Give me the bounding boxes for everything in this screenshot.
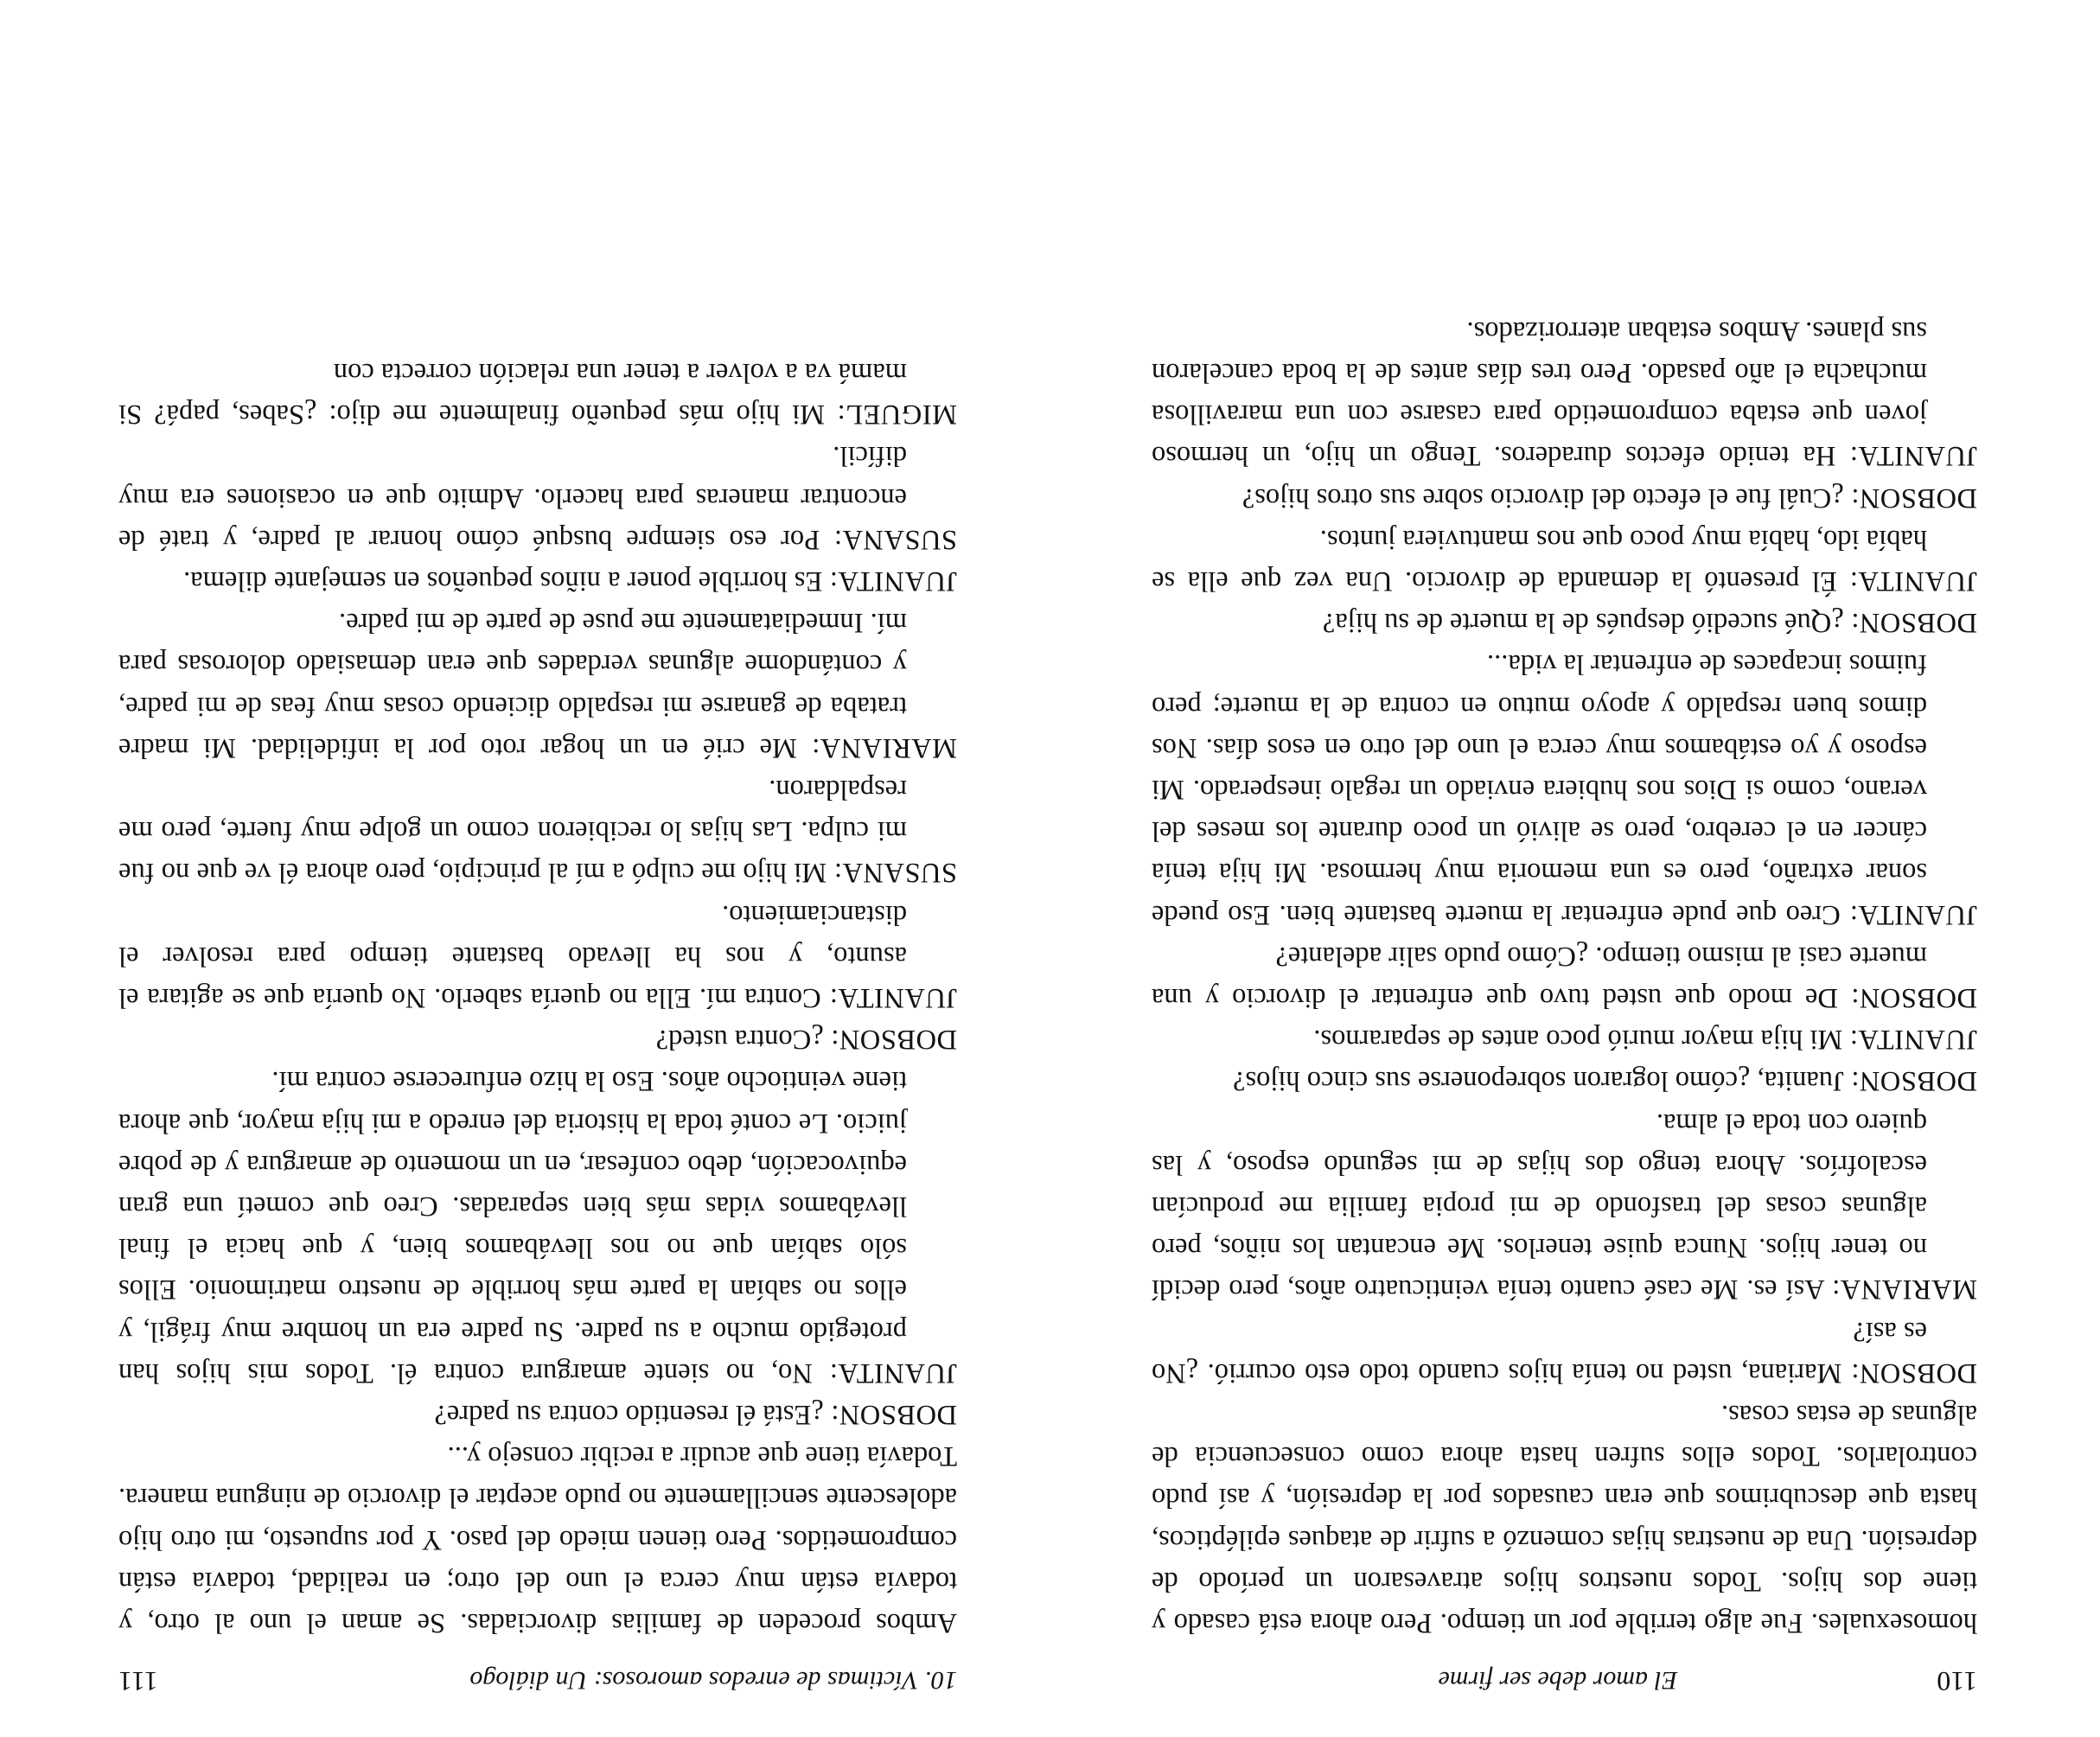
paragraph-text: Contra mí. Ella no quería saberlo. No quería que se agitara el asunto, y nos ha llevado bastante tiempo para resolver el distanciamiento. (118, 898, 907, 1013)
dialogue-paragraph (1152, 1394, 1977, 1644)
page-number: 111 (118, 1666, 158, 1697)
speaker-name: DOBSON: (1850, 1065, 1977, 1097)
dialogue-paragraph (118, 1019, 957, 1060)
dialogue-paragraph (118, 352, 957, 435)
dialogue-paragraph (118, 602, 957, 769)
dialogue-paragraph (118, 1394, 957, 1435)
paragraph-text: ¿Está él resentido contra su padre? (434, 1398, 831, 1430)
dialogue-paragraph (1152, 1019, 1977, 1060)
page-body (118, 352, 957, 1644)
paragraph-text: No, no siente amargura contra él. Todos mis hijos han protegido mucho a su padre. Su padre era un hombre muy frágil, y ellos no sabían la parte más horrible de nuestro matrimonio. Ellos sólo sabían que no nos llevábamos bien, y que hacia el final llevábamos vidas más bien separadas. Creo que cometí una gran equivocación, debo confesar, en un momento de amargura y de pobre juicio. Le conté toda la historia del enredo a mi hija mayor, que ahora tiene veintiocho años. Eso la hizo enfurecerse contra mí. (118, 1065, 907, 1389)
dialogue-paragraph (1152, 602, 1977, 643)
paragraph-text: ¿Contra usted? (655, 1024, 831, 1056)
page-header (118, 1665, 957, 1697)
speaker-name: MARIANA: (811, 731, 957, 763)
speaker-name: DOBSON: (1850, 981, 1977, 1013)
speaker-name: JUANITA: (829, 981, 957, 1013)
paragraph-text: Es horrible poner a niños pequeños en semejante dilema. (183, 565, 830, 597)
dialogue-paragraph (118, 560, 957, 602)
paragraph-text: Por eso siempre busqué cómo honrar al padre, y traté de encontrar maneras para hacerlo. Admito que en ocasiones era muy difícil. (118, 440, 907, 555)
speaker-name: SUSANA: (833, 857, 957, 889)
paragraph-text: Ambos proceden de familias divorciadas. Se aman el uno al otro, y todavía están muy cerca el uno del otro; en realidad, todavía están comprometidos. Pero tienen miedo del paso. Y por supuesto, mi otro hijo adolescente sencillamente no pudo aceptar el divorcio de ninguna manera. Todavía tiene que acudir a recibir consejo y... (118, 1440, 957, 1638)
running-head: 10. Víctimas de enredos amorosos: Un diálogo (469, 1666, 957, 1695)
page-header (1144, 1665, 1977, 1697)
paragraph-text: Mariana, usted no tenía hijos cuando todo esto ocurrió. ¿No es así? (1152, 1315, 1927, 1389)
page-body (1152, 310, 1977, 1644)
paragraph-text: Juanita, ¿cómo lograron sobreponerse sus cinco hijos? (1233, 1065, 1851, 1097)
dialogue-paragraph (1152, 1102, 1977, 1310)
dialogue-paragraph (1152, 1060, 1977, 1102)
speaker-name: JUANITA: (1849, 440, 1977, 472)
paragraph-text: homosexuales. Fue algo terrible por un tiempo. Pero ahora está casado y tiene dos hijos. Todos nuestros hijos atravesaron un período de depresión. Una de nuestras hijas comenzó a sufrir de ataques epilépticos, hasta que descubrimos que eran causados por la depresión, y así pudo controlarlos. Todos ellos sufren hasta ahora como consecuencia de algunas de estas cosas. (1152, 1398, 1977, 1638)
paragraph-text: ¿Cuál fue el efecto del divorcio sobre sus otros hijos? (1241, 482, 1851, 514)
paragraph-text: Ha tenido efectos duraderos. Tengo un hijo, un hermoso joven que estaba comprometido para casarse con una maravillosa muchacha el año pasado. Pero tres días antes de la boda cancelaron sus planes. Ambos estaban aterrorizados. (1152, 315, 1927, 472)
dialogue-paragraph (1152, 519, 1977, 602)
page-number: 110 (1937, 1666, 1977, 1697)
paragraph-text: Creo que pude enfrentar la muerte bastante bien. Eso puede sonar extraño, pero es una memoria muy hermosa. Mi hija tenía cáncer en el cerebro, pero se alivió un poco durante los meses del verano, como si Dios nos hubiera enviado un regalo inesperado. Mi esposo y yo estábamos muy cerca el uno del otro en esos días. Nos dimos buen respaldo y apoyo mutuo en contra de la muerte; pero fuimos incapaces de enfrentar la vida... (1152, 648, 1927, 930)
speaker-name: JUANITA: (1849, 1024, 1977, 1056)
paragraph-text: ¿Qué sucedió después de la muerte de su hija? (1322, 607, 1851, 639)
speaker-name: DOBSON: (1850, 482, 1977, 514)
dialogue-paragraph (118, 435, 957, 560)
paragraph-text: De modo que usted tuvo que enfrentar el divorcio y una muerte casi al mismo tiempo. ¿Cómo pudo salir adelante? (1152, 940, 1927, 1013)
speaker-name: JUANITA: (829, 565, 957, 597)
speaker-name: JUANITA: (829, 1357, 957, 1389)
dialogue-paragraph (118, 1435, 957, 1644)
paragraph-text: Así es. Me casé cuanto tenía veinticuatro años, pero decidí no tener hijos. Nunca quise tenerlos. Me encantan los niños, pero algunas cosas del trasfondo de mi propia familia me producían escalofríos. Ahora tengo dos hijas de mi segundo esposo, y las quiero con toda el alma. (1152, 1107, 1927, 1306)
speaker-name: DOBSON: (1850, 607, 1977, 639)
speaker-name: SUSANA: (833, 523, 957, 555)
dialogue-paragraph (1152, 1310, 1977, 1393)
speaker-name: MIGUEL: (837, 399, 957, 431)
speaker-name: MARIANA: (1831, 1274, 1977, 1306)
speaker-name: DOBSON: (830, 1024, 957, 1056)
paragraph-text: Me crié en un hogar roto por la infidelidad. Mi madre trataba de ganarse mi respaldo diciendo cosas muy feas de mi padre, y contándome algunas verdades que eran demasiado dolorosas para mí. Inmediatamente me puse de parte de mi padre. (118, 607, 907, 763)
speaker-name: DOBSON: (830, 1398, 957, 1430)
page-110 (1050, 0, 2100, 1737)
paragraph-text: Mi hijo me culpó a mí al principio, pero ahora él ve que no fue mi culpa. Las hijas lo recibieron como un golpe muy fuerte, pero me respaldaron. (118, 773, 907, 889)
paragraph-text: Mi hijo más pequeño finalmente me dijo: ¿Sabes, papá? Si mamá va a volver a tener una relación correcta con (118, 356, 907, 431)
speaker-name: JUANITA: (1849, 565, 1977, 597)
speaker-name: DOBSON: (1850, 1357, 1977, 1389)
dialogue-paragraph (118, 1060, 957, 1394)
dialogue-paragraph (118, 893, 957, 1019)
dialogue-paragraph (118, 769, 957, 894)
paragraph-text: Él presentó la demanda de divorcio. Una vez que ella se había ido, había muy poco que nos mantuviera juntos. (1152, 523, 1927, 597)
dialogue-paragraph (1152, 310, 1977, 477)
dialogue-paragraph (1152, 476, 1977, 518)
dialogue-paragraph (1152, 936, 1977, 1019)
dialogue-paragraph (1152, 643, 1977, 935)
speaker-name: JUANITA: (1849, 898, 1977, 930)
paragraph-text: Mi hija mayor murió poco antes de separarnos. (1313, 1024, 1850, 1056)
running-head: El amor debe ser firme (1438, 1666, 1678, 1695)
